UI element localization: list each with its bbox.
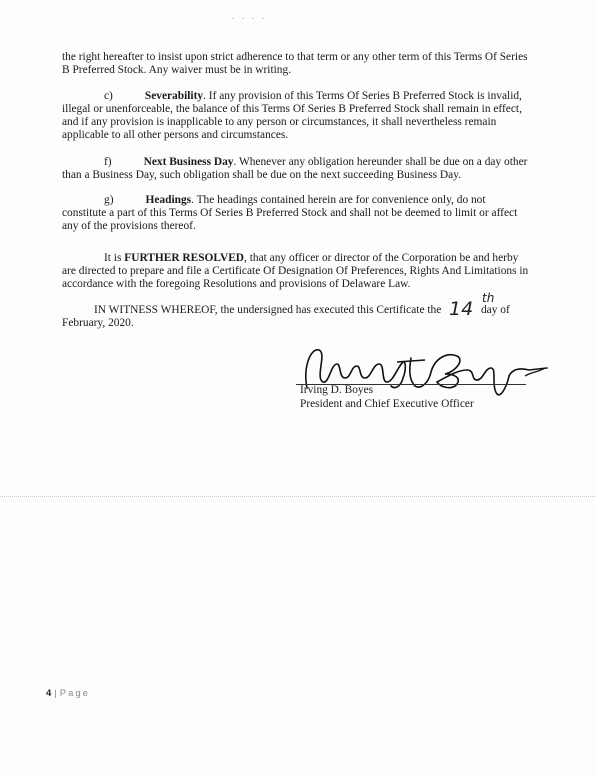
resolution-paragraph — [62, 252, 530, 291]
section-title: Severability — [144, 90, 204, 102]
page-label: Page — [59, 688, 90, 699]
page-number: 4 — [46, 688, 52, 699]
handwritten-day-suffix: th — [482, 291, 495, 305]
section-body: . Whenever any obligation hereunder shall be due on a day other than a Business Day, such obligation shall be due on the next succeeding Business Day. — [62, 156, 528, 181]
resolution-lead: It is — [104, 252, 125, 264]
signatory-name: Irving D. Boyes — [300, 384, 374, 396]
section-body: . The headings contained herein are for convenience only, do not constitute a part of this Terms Of Series B Preferred Stock and shall not be deemed to limit or affect any of the provisions thereof. — [62, 194, 518, 232]
handwritten-day: 14 — [449, 298, 474, 320]
section-letter: c) — [104, 90, 113, 102]
section-body: . If any provision of this Terms Of Series B Preferred Stock is invalid, illegal or unenforceable, the balance of this Terms Of Series B Preferred Stock shall remain in effect, and if any provision is inapplicable to any person or circumstances, it shall nevertheless remain applicable to all other persons and circumstances. — [62, 90, 522, 141]
section-letter: g) — [104, 194, 114, 206]
witness-after: day of February, 2020. — [62, 304, 510, 329]
section-letter: f) — [104, 156, 112, 168]
resolution-body: , that any officer or director of the Corporation be and herby are directed to prepare and file a Certificate Of Designation Of Preferences, Rights And Limitations in accordance with the foregoing Resolutions and provisions of Delaware Law. — [62, 252, 529, 290]
next-business-day-paragraph — [62, 156, 530, 182]
page-footer — [46, 688, 90, 699]
footer-separator: | — [54, 688, 57, 699]
headings-paragraph — [62, 194, 530, 233]
page-divider — [0, 496, 595, 498]
section-title: Headings — [145, 194, 192, 206]
severability-paragraph — [62, 90, 530, 142]
section-title: Next Business Day — [143, 156, 234, 168]
scan-top-mark: . . . . — [232, 12, 267, 21]
witness-before: IN WITNESS WHEREOF, the undersigned has executed this Certificate the — [94, 304, 445, 316]
witness-paragraph — [62, 298, 530, 330]
signatory-title: President and Chief Executive Officer — [300, 398, 474, 410]
continuation-paragraph: the right hereafter to insist upon strict adherence to that term or any other term of this Terms Of Series B Preferred Stock. Any waiver must be in writing. — [62, 51, 528, 76]
resolution-bold: FURTHER RESOLVED — [124, 252, 245, 264]
